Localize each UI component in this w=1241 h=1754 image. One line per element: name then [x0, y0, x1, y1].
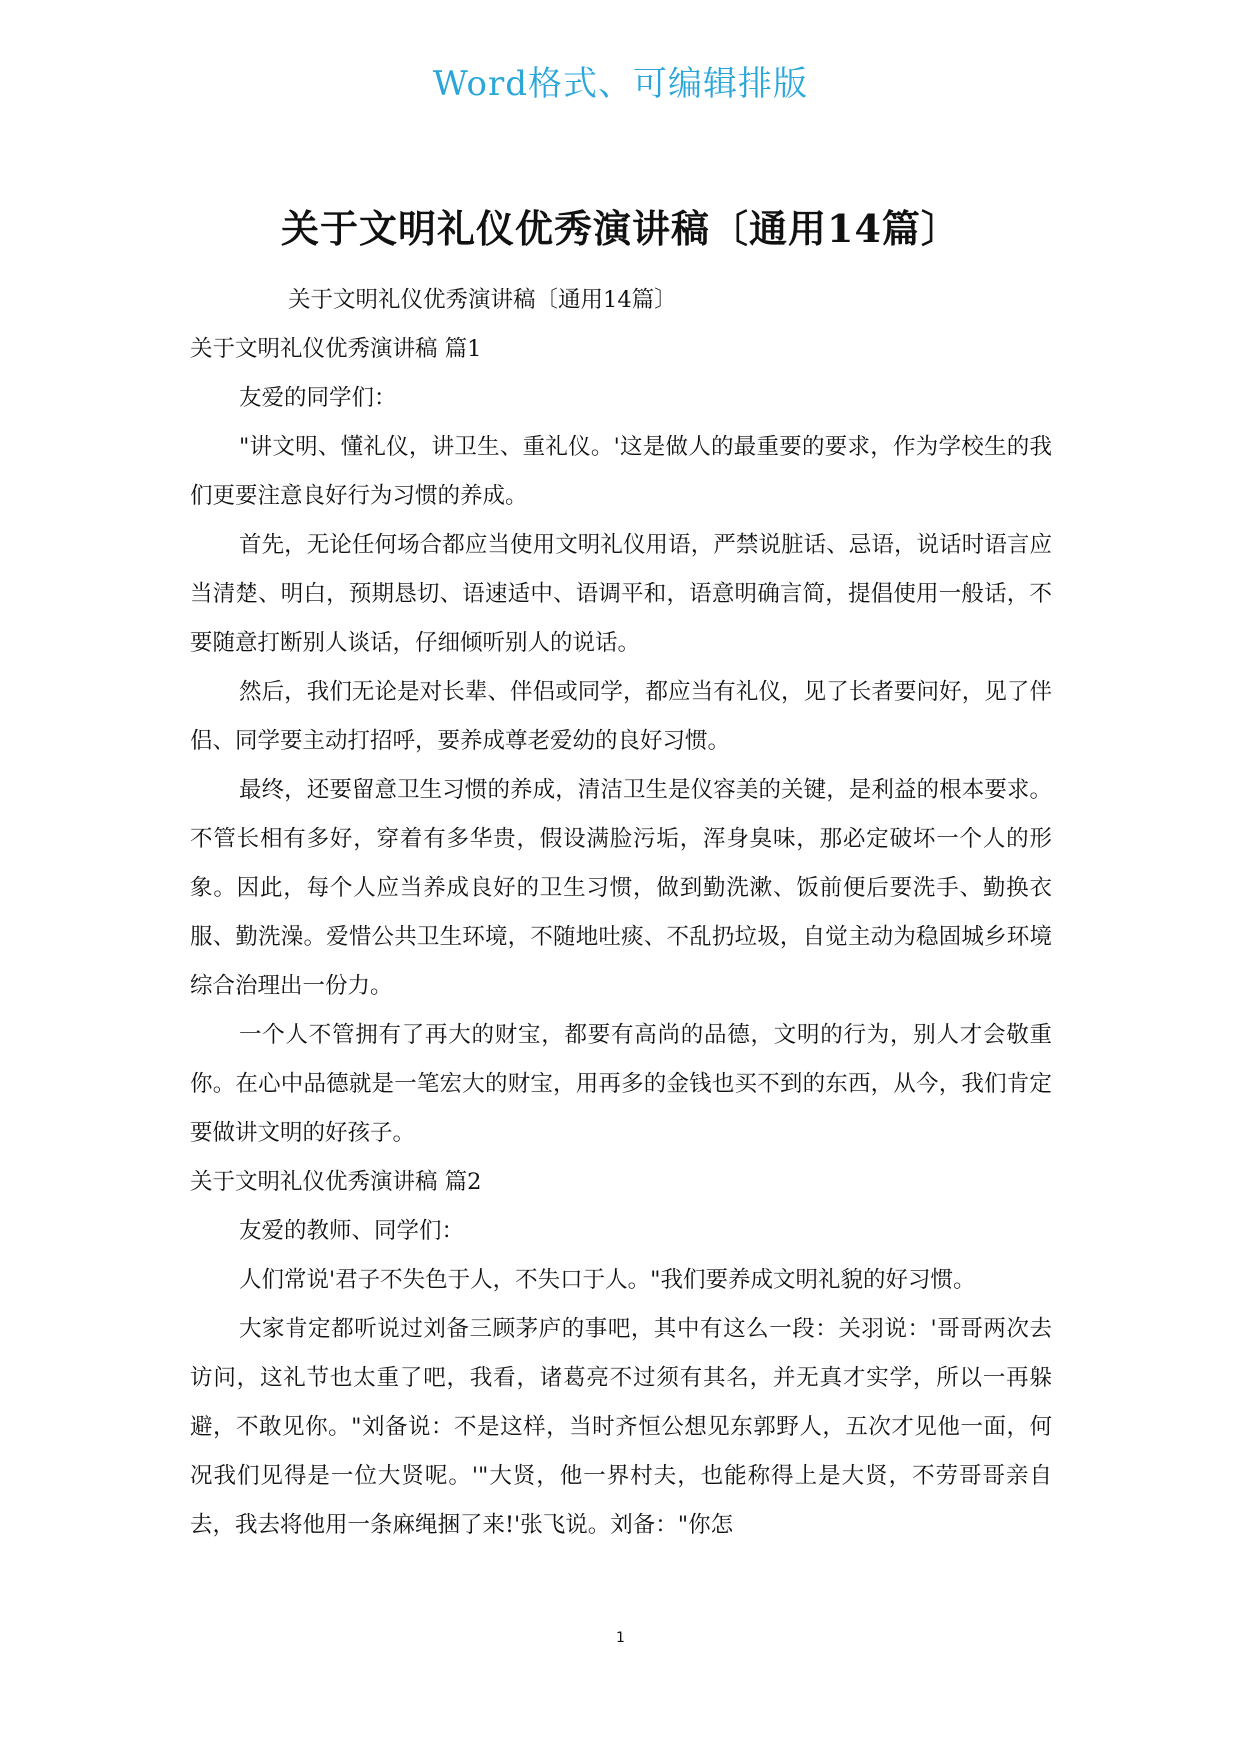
paragraph: 友爱的同学们： [239, 385, 397, 411]
banner-label: Word格式、可编辑排版 [432, 64, 809, 104]
paragraph: 最终，还要留意卫生习惯的养成，清洁卫生是仪容美的关键，是利益的根本要求。不管长相有多好，穿着有多华贵，假设满脸污垢，浑身臭味，那必定破坏一个人的形象。因此，每个人应当养成良好的卫生习惯，做到勤洗漱、饭前便后要洗手、勤换衣服、勤洗澡。爱惜公共卫生环境，不随地吐痰、不乱扔垃圾，自觉主动为稳固城乡环境综合治理出一份力。 [190, 777, 1052, 999]
document-body [190, 276, 1052, 1550]
section-heading: 关于文明礼仪优秀演讲稿 篇1 [190, 336, 482, 362]
paragraph: 友爱的教师、同学们： [239, 1218, 465, 1244]
document-title: 关于文明礼仪优秀演讲稿〔通用14篇〕 [281, 206, 960, 251]
paragraph: 然后，我们无论是对长辈、伴侣或同学，都应当有礼仪，见了长者要问好，见了伴侣、同学要主动打招呼，要养成尊老爱幼的良好习惯。 [190, 679, 1052, 754]
paragraph: 一个人不管拥有了再大的财宝，都要有高尚的品德，文明的行为，别人才会敬重你。在心中品德就是一笔宏大的财宝，用再多的金钱也买不到的东西，从今，我们肯定要做讲文明的好孩子。 [190, 1022, 1052, 1146]
paragraph: 首先，无论任何场合都应当使用文明礼仪用语，严禁说脏话、忌语，说话时语言应当清楚、明白，预期恳切、语速适中、语调平和，语意明确言简，提倡使用一般话，不要随意打断别人谈话，仔细倾听别人的说话。 [190, 532, 1052, 656]
paragraph: "讲文明、懂礼仪，讲卫生、重礼仪。'这是做人的最重要的要求，作为学校生的我们更要注意良好行为习惯的养成。 [190, 434, 1052, 509]
paragraph: 人们常说'君子不失色于人，不失口于人。"我们要养成文明礼貌的好习惯。 [239, 1267, 976, 1293]
document-subtitle: 关于文明礼仪优秀演讲稿〔通用14篇〕 [288, 287, 677, 313]
section-heading: 关于文明礼仪优秀演讲稿 篇2 [190, 1169, 482, 1195]
paragraph: 大家肯定都听说过刘备三顾茅庐的事吧，其中有这么一段：关羽说：'哥哥两次去访问，这礼节也太重了吧，我看，诸葛亮不过须有其名，并无真才实学，所以一再躲避，不敢见你。"刘备说：不是这样，当时齐恒公想见东郭野人，五次才见他一面，何况我们见得是一位大贤呢。'"大贤，他一界村夫，也能称得上是大贤，不劳哥哥亲自去，我去将他用一条麻绳捆了来!'张飞说。刘备："你怎 [190, 1316, 1052, 1538]
page-number: 1 [616, 1630, 625, 1646]
